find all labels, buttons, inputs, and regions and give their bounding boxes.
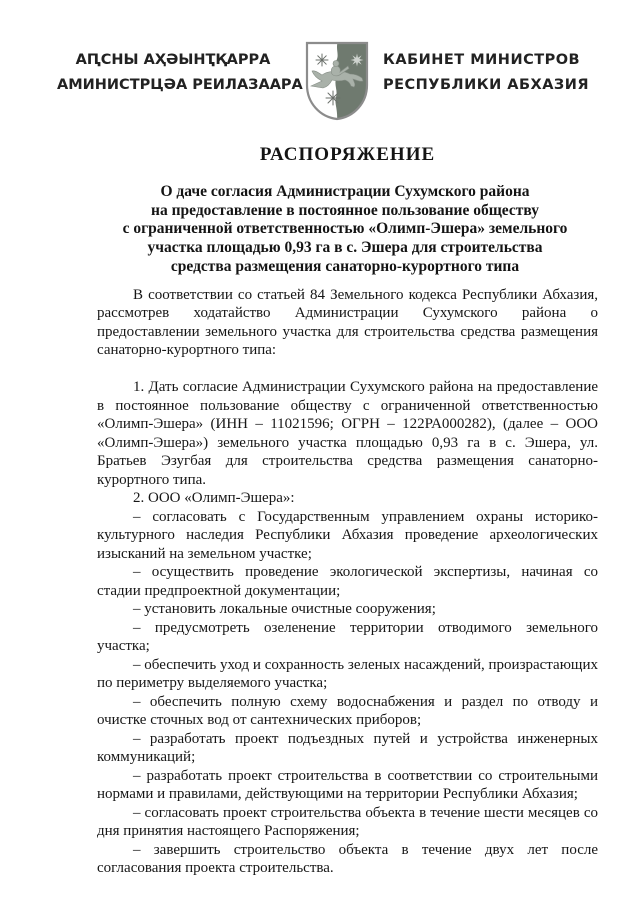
intro-paragraph: В соответствии со статьей 84 Земельного кодекса Республики Абхазия, рассмотрев ходатайство Администрации Сухумского района о предоставлении земельного участка для строительства средства размещения санаторно-курортного типа: [97, 286, 598, 359]
list-item-paragraph: – осуществить проведение экологической экспертизы, начиная со стадии предпроектной документации; [97, 564, 598, 599]
list-item-paragraph: – установить локальные очистные сооружения; [133, 601, 436, 618]
list-item-paragraph: – предусмотреть озеленение территории отводимого земельного участка; [97, 619, 598, 655]
org-name-russian [383, 48, 590, 98]
list-item-paragraph: – разработать проект строительства в соответствии со строительными нормами и правилами, действующими на территории Республики Абхазия; [97, 767, 598, 803]
subject-line: на предоставление в постоянное пользование обществу [151, 201, 539, 219]
list-item-paragraph: – разработать проект подъездных путей и устройства инженерных коммуникаций; [97, 730, 598, 766]
document-title: РАСПОРЯЖЕНИЕ [259, 144, 436, 165]
coat-of-arms-icon [305, 41, 369, 121]
item-2-header: 2. ООО «Олимп-Эшера»: [133, 490, 295, 507]
list-item-paragraph: – обеспечить полную схему водоснабжения и раздел по отводу и очистке сточных вод от сантехнических приборов; [97, 693, 598, 729]
subject-line: О даче согласия Администрации Сухумского района [160, 183, 530, 200]
list-item-paragraph: – обеспечить уход и сохранность зеленых насаждений, произрастающих по периметру выделяемого участка; [97, 656, 598, 692]
list-item-paragraph: – завершить строительство объекта в течение двух лет после согласования проекта строительства. [97, 841, 598, 877]
subject-line: участка площадью 0,93 га в с. Эшера для строительства [147, 239, 543, 257]
list-item-paragraph: – согласовать проект строительства объекта в течение шести месяцев со дня принятия настоящего Распоряжения; [97, 804, 598, 840]
list-item-paragraph: – согласовать с Государственным управлением охраны историко-культурного наследия Республики Абхазия проведение археологических изысканий на земельном участке; [97, 508, 598, 562]
subject-line: с ограниченной ответственностью «Олимп-Эшера» земельного [122, 220, 568, 238]
org-name-abkhaz [57, 48, 303, 98]
document-body [97, 286, 598, 878]
org-name-abkhaz-line2: АМИНИСТРЦӘА РЕИЛАЗААРА [57, 77, 303, 93]
org-name-russian-line2: РЕСПУБЛИКИ АБХАЗИЯ [383, 77, 590, 93]
org-name-abkhaz-line1: АԤСНЫ АҲӘЫНҬҚАРРА [75, 52, 271, 68]
document-subject [80, 183, 610, 277]
item-1-paragraph: 1. Дать согласие Администрации Сухумского района на предоставление в постоянное пользование обществу с ограниченной ответственностью «Олимп-Эшера» (ИНН – 11021596; ОГРН – 122РА000282), (далее – ООО «Олимп-Эшера») земельного участка площадью 0,93 га в с. Эшера, ул. Братьев Эзугбая для строительства средства размещения санаторно-курортного типа. [97, 379, 598, 488]
letterhead [0, 44, 640, 121]
subject-line: средства размещения санаторно-курортного типа [170, 257, 520, 275]
org-name-russian-line1: КАБИНЕТ МИНИСТРОВ [383, 52, 581, 68]
